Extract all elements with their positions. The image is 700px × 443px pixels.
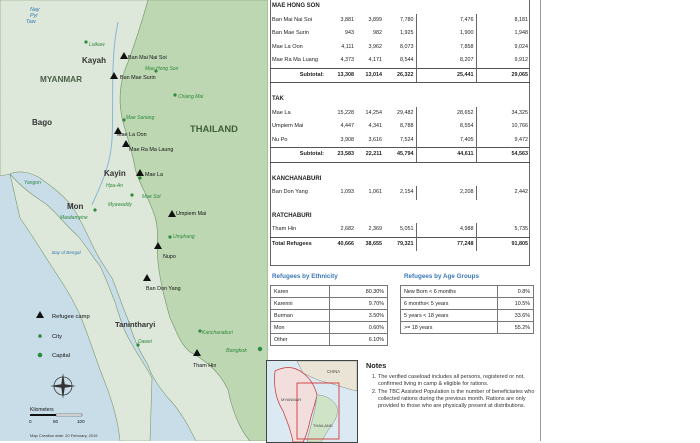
spacer-cell	[270, 200, 530, 210]
spacer-row	[270, 200, 530, 210]
ethnicity-row	[271, 286, 388, 298]
table-cell-value: 7,780	[400, 16, 414, 23]
age-title: Refugees by Age Groups	[404, 273, 479, 280]
table-cell-value: 1,925	[400, 30, 414, 36]
camp-label-mae-la-oon: Mae La Oon	[117, 132, 147, 138]
table-cell-value: 13,308	[326, 68, 356, 83]
camp-label-umpiem-mai: Umpiem Mai	[176, 211, 207, 217]
ethnicity-label: Other	[271, 334, 330, 346]
ethnicity-label: Mon	[271, 322, 330, 334]
table-cell-value: 29,065	[476, 68, 530, 83]
city-label-bangkok: Bangkok	[226, 348, 247, 354]
age-value: 0.8%	[497, 286, 533, 298]
ethnicity-row	[271, 322, 388, 334]
ethnicity-value: 9.70%	[330, 298, 388, 310]
country-label-myanmar: MYANMAR	[40, 75, 82, 84]
table-cell-value: 8,554	[416, 120, 476, 134]
city-label-umphang: Umphang	[173, 234, 195, 240]
city-label-mae-hong-son: Mae Hong Son	[145, 66, 179, 72]
table-cell-value: 4,171	[368, 57, 382, 63]
subtotal-row	[270, 68, 530, 83]
table-cell-value: 9,472	[476, 134, 530, 148]
inset-label-china: CHINA	[327, 369, 341, 374]
table-cell-value: 26,322	[384, 68, 416, 83]
age-row	[401, 322, 534, 334]
table-cell-value: 4,341	[368, 123, 382, 129]
table-cell-value: 2,682	[340, 226, 354, 232]
table-cell-value: 7,476	[416, 14, 476, 28]
age-value: 55.2%	[497, 322, 533, 334]
table-cell-value: 7,858	[416, 41, 476, 55]
table-cell-value: 7,405	[416, 134, 476, 148]
city-label-myawaddy: Myawaddy	[108, 202, 132, 208]
table-cell-value: 14,254	[365, 109, 382, 116]
age-row	[401, 286, 534, 298]
city-label-mawlamyine: Mawlamyine	[60, 215, 88, 221]
inset-label-thailand: THAILAND	[313, 423, 333, 428]
table-cell-value: 10,766	[476, 120, 530, 134]
camp-name: Nu Po	[272, 136, 288, 143]
notes-list	[366, 374, 543, 412]
region-name: RATCHABURI	[272, 212, 312, 219]
caseload-table	[270, 0, 530, 251]
table-cell-value: 13,014	[356, 68, 384, 83]
subtotal-label: Subtotal:	[270, 148, 326, 163]
total-row	[270, 237, 530, 251]
age-row	[401, 310, 534, 322]
table-row	[270, 186, 530, 200]
region-header-row	[270, 93, 530, 107]
table-cell-value: 9,024	[476, 41, 530, 55]
table-cell-value: 4,988	[416, 223, 476, 237]
ethnicity-table	[270, 285, 388, 346]
table-cell-value: 25,441	[416, 68, 476, 83]
map-credit: Map Creation date: 20 February, 2019	[30, 433, 98, 438]
table-cell-value: 3,962	[368, 43, 382, 50]
camp-label-mae-la: Mae La	[145, 172, 163, 178]
camps-map	[0, 0, 268, 441]
table-cell-value: 4,373	[340, 57, 354, 63]
scale-bar	[30, 414, 82, 416]
scale-tick-50: 50	[53, 419, 59, 424]
table-cell-value: 44,611	[416, 148, 476, 163]
spacer-row	[270, 162, 530, 173]
table-cell-value: 3,899	[368, 16, 382, 23]
camp-name: Ban Mai Nai Soi	[272, 16, 313, 23]
camp-name: Ban Don Yang	[272, 189, 308, 195]
age-label: New Born < 6 months	[401, 286, 498, 298]
region-label-tanintharyi: Tanintharyi	[115, 320, 156, 329]
city-label-mae-sot: Mae Sot	[142, 194, 161, 200]
table-cell-value: 1,900	[416, 27, 476, 41]
water-label-bay-of-bengal: Bay of Bengal	[52, 250, 81, 255]
ethnicity-row	[271, 334, 388, 346]
ethnicity-value: 80.30%	[330, 286, 388, 298]
camp-label-ban-don-yang: Ban Don Yang	[146, 286, 181, 292]
table-cell-value: 8,073	[400, 43, 414, 50]
region-label-kayin: Kayin	[104, 169, 126, 178]
table-cell-value: 5,051	[400, 226, 414, 232]
table-cell-value: 38,655	[356, 237, 384, 251]
camp-label-tham-hin: Tham Hin	[193, 363, 217, 369]
table-cell-value: 1,948	[476, 27, 530, 41]
age-table	[400, 285, 534, 334]
legend-camp-label: Refugee camp	[52, 314, 90, 320]
notes-title: Notes	[366, 361, 387, 370]
region-name: TAK	[272, 96, 284, 102]
inset-label-myanmar: MYANMAR	[281, 397, 302, 402]
camp-label-mae-ra-ma-laung: Mae Ra Ma Laung	[129, 147, 174, 153]
region-name: MAE HONG SON	[272, 3, 320, 9]
table-cell-value: 4,447	[340, 123, 354, 129]
table-cell-value: 5,735	[476, 223, 530, 237]
legend-city-label: City	[52, 334, 62, 340]
camp-name: Mae La	[272, 109, 291, 116]
table-cell-value: 15,228	[337, 109, 354, 116]
city-label-mae-sariang: Mae Sariang	[126, 115, 155, 121]
table-cell-value: 9,912	[476, 54, 530, 68]
table-cell-value: 3,616	[368, 136, 382, 143]
note-item: 1. The verified caseload includes all persons, registered or not, confirmed living in camp & eligible for rations.	[378, 374, 543, 387]
camp-label-ban-mai-nai-soi: Ban Mai Nai Soi	[128, 55, 167, 61]
table-cell-value: 8,544	[400, 57, 414, 63]
scale-tick-100: 100	[77, 419, 85, 424]
city-label-yangon: Yangon	[24, 180, 41, 186]
ethnicity-label: Burman	[271, 310, 330, 322]
table-row	[270, 27, 530, 41]
ethnicity-title: Refugees by Ethnicity	[272, 273, 338, 280]
age-value: 10.5%	[497, 298, 533, 310]
table-cell-value: 91,805	[476, 237, 530, 251]
subtotal-label: Subtotal:	[270, 68, 326, 83]
table-cell-value: 28,652	[416, 107, 476, 121]
table-cell-value: 982	[373, 30, 382, 36]
city-label-hpa-an: Hpa-An	[106, 183, 123, 189]
table-row	[270, 54, 530, 68]
total-label: Total Refugees	[270, 237, 326, 251]
table-row	[270, 14, 530, 28]
city-label-loikaw: Loikaw	[89, 42, 105, 48]
ethnicity-row	[271, 310, 388, 322]
table-cell-value: 77,248	[416, 237, 476, 251]
ethnicity-label: Karen	[271, 286, 330, 298]
camp-label-ban-mae-surin: Ban Mae Surin	[120, 75, 156, 81]
region-name: KANCHANABURI	[272, 175, 322, 182]
spacer-cell	[270, 162, 530, 173]
city-label-kanchanaburi: Kanchanaburi	[202, 330, 233, 336]
age-label: 5 years < 18 years	[401, 310, 498, 322]
table-cell-value: 2,442	[476, 186, 530, 200]
spacer-row	[270, 83, 530, 94]
table-row	[270, 134, 530, 148]
region-label-mon: Mon	[67, 202, 84, 211]
table-cell-value: 22,211	[356, 148, 384, 163]
age-value: 33.6%	[497, 310, 533, 322]
table-cell-value: 79,321	[384, 237, 416, 251]
table-cell-value: 40,666	[326, 237, 356, 251]
inset-locator-map	[266, 360, 358, 443]
camp-name: Tham Hin	[272, 226, 297, 232]
scale-label: Kilometers	[30, 407, 54, 413]
ethnicity-value: 6.10%	[330, 334, 388, 346]
ethnicity-value: 0.60%	[330, 322, 388, 334]
table-cell-value: 45,794	[384, 148, 416, 163]
table-cell-value: 7,524	[400, 136, 414, 143]
table-cell-value: 2,154	[400, 189, 414, 195]
camp-name: Umpiem Mai	[272, 123, 304, 129]
capital-label-nay-pyi-taw: Nay Pyi Taw	[26, 7, 40, 25]
region-header-row	[270, 210, 530, 224]
city-label-chiang-mai: Chiang Mai	[178, 94, 204, 100]
page-divider	[540, 0, 541, 441]
table-row	[270, 107, 530, 121]
region-label-bago: Bago	[32, 118, 52, 127]
capital-star-bangkok	[258, 347, 262, 351]
table-cell-value: 54,563	[476, 148, 530, 163]
ethnicity-value: 3.50%	[330, 310, 388, 322]
camp-name: Mae Ra Ma Luang	[272, 57, 319, 63]
camp-name: Mae La Oon	[272, 43, 303, 50]
legend-capital-icon	[38, 353, 43, 358]
table-cell-value: 8,788	[400, 123, 414, 129]
ethnicity-row	[271, 298, 388, 310]
region-label-kayah: Kayah	[82, 56, 107, 65]
table-cell-value: 3,881	[340, 16, 354, 23]
city-label-dawei: Dawei	[138, 339, 152, 345]
note-item: 2. The TBC Assisted Population is the number of beneficiaries who collected rations during the previous month. Rations are only provided to those who are physically present at distributions.	[378, 389, 543, 409]
table-cell-value: 2,208	[416, 186, 476, 200]
scale-tick-0: 0	[29, 419, 32, 424]
table-row	[270, 223, 530, 237]
subtotal-row	[270, 148, 530, 163]
spacer-cell	[270, 83, 530, 94]
table-cell-value: 943	[345, 30, 354, 36]
region-header-row	[270, 173, 530, 187]
table-cell-value: 8,207	[416, 54, 476, 68]
legend-city-icon	[38, 334, 42, 338]
camp-label-nupo: Nupo	[163, 254, 176, 260]
age-label: 6 months< 5 years	[401, 298, 498, 310]
table-cell-value: 34,325	[476, 107, 530, 121]
age-label: >= 18 years	[401, 322, 498, 334]
camp-name: Ban Mae Surin	[272, 30, 310, 36]
table-cell-value: 1,061	[368, 189, 382, 195]
table-cell-value: 1,093	[340, 189, 354, 195]
legend-capital-label: Capital	[52, 353, 71, 359]
table-cell-value: 29,482	[397, 109, 414, 116]
region-header-row	[270, 0, 530, 14]
table-cell-value: 23,583	[326, 148, 356, 163]
table-row	[270, 41, 530, 55]
table-cell-value: 8,181	[476, 14, 530, 28]
age-row	[401, 298, 534, 310]
ethnicity-label: Karenni	[271, 298, 330, 310]
table-cell-value: 2,369	[368, 226, 382, 232]
table-cell-value: 3,908	[340, 136, 354, 143]
country-label-thailand: THAILAND	[190, 123, 238, 134]
table-cell-value: 4,111	[341, 43, 354, 50]
table-row	[270, 120, 530, 134]
